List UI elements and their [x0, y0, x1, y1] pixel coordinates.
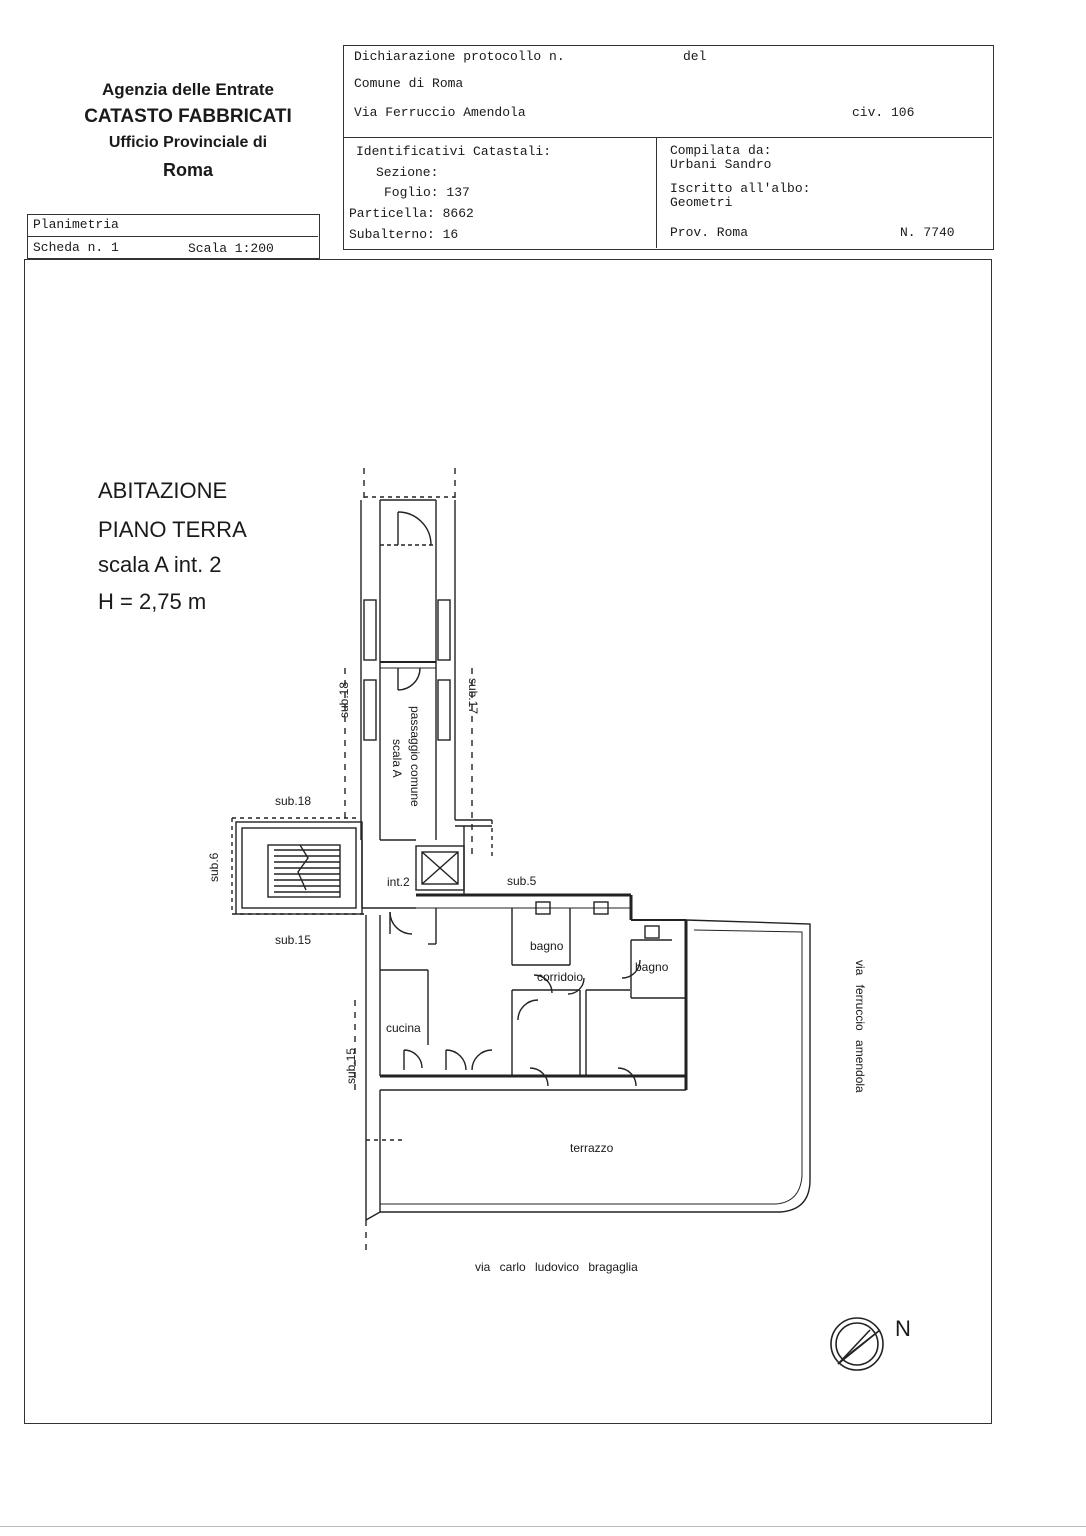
- label-sub5: sub.5: [507, 874, 537, 888]
- label-int2: int.2: [387, 875, 410, 889]
- office-city: Roma: [162, 160, 213, 180]
- document-type: Planimetria: [33, 217, 119, 232]
- cadastre-title: CATASTO FABBRICATI: [84, 106, 292, 127]
- north-compass-icon: [830, 1317, 884, 1371]
- office-label: Ufficio Provinciale di: [108, 134, 268, 151]
- room-corridoio: corridoio: [537, 970, 584, 984]
- label-sub18-vertical: sub.18: [337, 681, 351, 718]
- label-sub6: sub.6: [207, 852, 221, 882]
- label-sub17: sub.17: [466, 678, 480, 715]
- label-passage: passaggio comune: [408, 706, 422, 807]
- page-bottom-edge: [0, 1526, 1086, 1527]
- particella: Particella: 8662: [349, 206, 474, 221]
- label-sub15: sub.15: [275, 933, 312, 947]
- identifiers-title: Identificativi Catastali:: [356, 144, 552, 159]
- label-sub15-vertical: sub.15: [344, 1047, 358, 1084]
- province: Prov. Roma: [670, 225, 749, 240]
- register-number: N. 7740: [900, 225, 955, 240]
- register: Geometri: [670, 195, 733, 210]
- street-east: via ferruccio amendola: [853, 960, 867, 1093]
- room-cucina: cucina: [386, 1021, 421, 1035]
- street-south: via carlo ludovico bragaglia: [475, 1260, 638, 1274]
- label-scala-a: scala A: [390, 739, 404, 778]
- plan-title-usage: ABITAZIONE: [98, 478, 228, 503]
- room-bagno-2: bagno: [635, 960, 669, 974]
- agency-name: Agenzia delle Entrate: [102, 80, 274, 99]
- scale-label: Scala 1:200: [188, 241, 274, 256]
- compiler-name: Urbani Sandro: [670, 157, 772, 172]
- plan-title-floor: PIANO TERRA: [98, 517, 247, 542]
- foglio: Foglio: 137: [384, 185, 470, 200]
- address: Via Ferruccio Amendola: [354, 105, 526, 120]
- comune: Comune di Roma: [354, 76, 464, 91]
- room-terrazzo: terrazzo: [570, 1141, 614, 1155]
- civic-number: civ. 106: [852, 105, 915, 120]
- label-sub18: sub.18: [275, 794, 312, 808]
- sezione: Sezione:: [376, 165, 439, 180]
- plan-title-unit: scala A int. 2: [98, 552, 222, 577]
- room-bagno-1: bagno: [530, 939, 564, 953]
- compiler-label: Compilata da:: [670, 143, 772, 158]
- date-label: del: [683, 49, 707, 64]
- register-label: Iscritto all'albo:: [670, 181, 811, 196]
- protocol-label: Dichiarazione protocollo n.: [354, 49, 565, 64]
- sheet-number: Scheda n. 1: [33, 240, 119, 255]
- subalterno: Subalterno: 16: [349, 227, 459, 242]
- plan-title-height: H = 2,75 m: [98, 589, 207, 614]
- north-label: N: [895, 1316, 911, 1341]
